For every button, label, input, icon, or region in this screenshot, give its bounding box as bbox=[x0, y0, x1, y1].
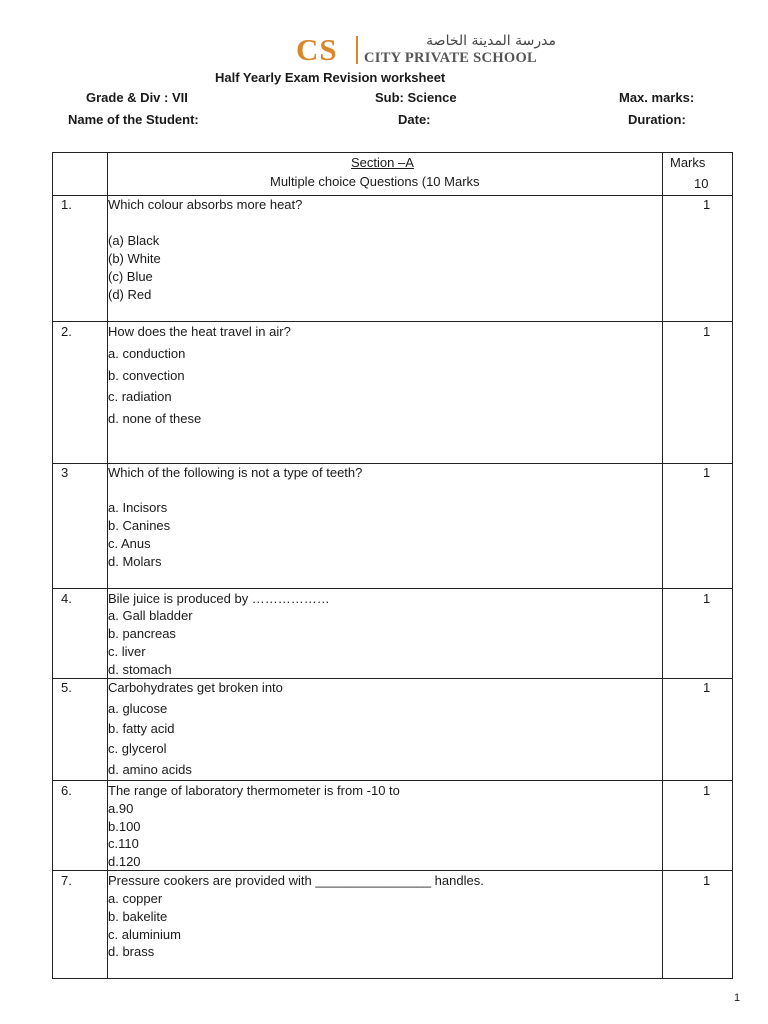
option: a. glucose bbox=[108, 701, 168, 716]
option: (a) Black bbox=[108, 233, 160, 248]
student-name-label: Name of the Student: bbox=[68, 112, 199, 127]
question-number: 2. bbox=[61, 324, 72, 339]
row-divider bbox=[53, 463, 732, 464]
option: d. stomach bbox=[108, 662, 172, 677]
column-divider bbox=[662, 153, 663, 978]
row-divider bbox=[53, 870, 732, 871]
question-marks: 1 bbox=[703, 465, 711, 480]
logo-arabic-name: مدرسة المدينة الخاصة bbox=[426, 33, 556, 49]
option: d. brass bbox=[108, 944, 155, 959]
section-title: Section –A bbox=[351, 155, 414, 170]
max-marks-label: Max. marks: bbox=[619, 90, 695, 105]
section-subtitle: Multiple choice Questions (10 Marks bbox=[270, 174, 480, 189]
option: a. conduction bbox=[108, 346, 186, 361]
question-number: 6. bbox=[61, 783, 72, 798]
duration-label: Duration: bbox=[628, 112, 686, 127]
option: b. fatty acid bbox=[108, 721, 175, 736]
option: a. copper bbox=[108, 891, 163, 906]
question-number: 7. bbox=[61, 873, 72, 888]
page-number: 1 bbox=[734, 992, 741, 1004]
option: b. pancreas bbox=[108, 626, 176, 641]
question-text: Pressure cookers are provided with ________________ handles. bbox=[108, 873, 484, 888]
row-divider bbox=[53, 780, 732, 781]
question-marks: 1 bbox=[703, 873, 711, 888]
option: b. bakelite bbox=[108, 909, 168, 924]
question-marks: 1 bbox=[703, 591, 711, 606]
question-text: Bile juice is produced by ……………… bbox=[108, 591, 330, 606]
option: b. convection bbox=[108, 368, 185, 383]
option: b. Canines bbox=[108, 518, 171, 533]
marks-total: 10 bbox=[694, 176, 709, 191]
option: d. none of these bbox=[108, 411, 202, 426]
row-divider bbox=[53, 321, 732, 322]
logo-divider bbox=[356, 36, 358, 64]
question-table bbox=[52, 152, 733, 979]
option: c. liver bbox=[108, 644, 146, 659]
option: d. amino acids bbox=[108, 762, 192, 777]
question-text: Which colour absorbs more heat? bbox=[108, 197, 303, 212]
option: b.100 bbox=[108, 819, 141, 834]
marks-header: Marks bbox=[670, 155, 706, 170]
logo-initials: CS bbox=[296, 32, 338, 67]
grade-label: Grade & Div : VII bbox=[86, 90, 188, 105]
row-divider bbox=[53, 195, 732, 196]
row-divider bbox=[53, 588, 732, 589]
option: c. Anus bbox=[108, 536, 151, 551]
question-text: How does the heat travel in air? bbox=[108, 324, 291, 339]
question-marks: 1 bbox=[703, 324, 711, 339]
option: c.110 bbox=[108, 836, 139, 851]
question-text: Which of the following is not a type of teeth? bbox=[108, 465, 363, 480]
subject-label: Sub: Science bbox=[375, 90, 457, 105]
worksheet-title: Half Yearly Exam Revision worksheet bbox=[215, 70, 446, 85]
question-number: 4. bbox=[61, 591, 72, 606]
option: d.120 bbox=[108, 854, 141, 869]
logo-english-name: CITY PRIVATE SCHOOL bbox=[364, 50, 538, 66]
option: c. aluminium bbox=[108, 927, 181, 942]
question-number: 3 bbox=[61, 465, 69, 480]
question-marks: 1 bbox=[703, 197, 711, 212]
option: c. radiation bbox=[108, 389, 172, 404]
option: (c) Blue bbox=[108, 269, 153, 284]
option: (b) White bbox=[108, 251, 161, 266]
question-number: 5. bbox=[61, 680, 72, 695]
question-marks: 1 bbox=[703, 680, 711, 695]
option: a. Gall bladder bbox=[108, 608, 193, 623]
row-divider bbox=[53, 678, 732, 679]
question-marks: 1 bbox=[703, 783, 711, 798]
option: c. glycerol bbox=[108, 741, 167, 756]
option: (d) Red bbox=[108, 287, 152, 302]
question-text: The range of laboratory thermometer is from -10 to bbox=[108, 783, 400, 798]
question-number: 1. bbox=[61, 197, 72, 212]
option: d. Molars bbox=[108, 554, 162, 569]
option: a.90 bbox=[108, 801, 134, 816]
date-label: Date: bbox=[398, 112, 431, 127]
option: a. Incisors bbox=[108, 500, 168, 515]
question-text: Carbohydrates get broken into bbox=[108, 680, 283, 695]
